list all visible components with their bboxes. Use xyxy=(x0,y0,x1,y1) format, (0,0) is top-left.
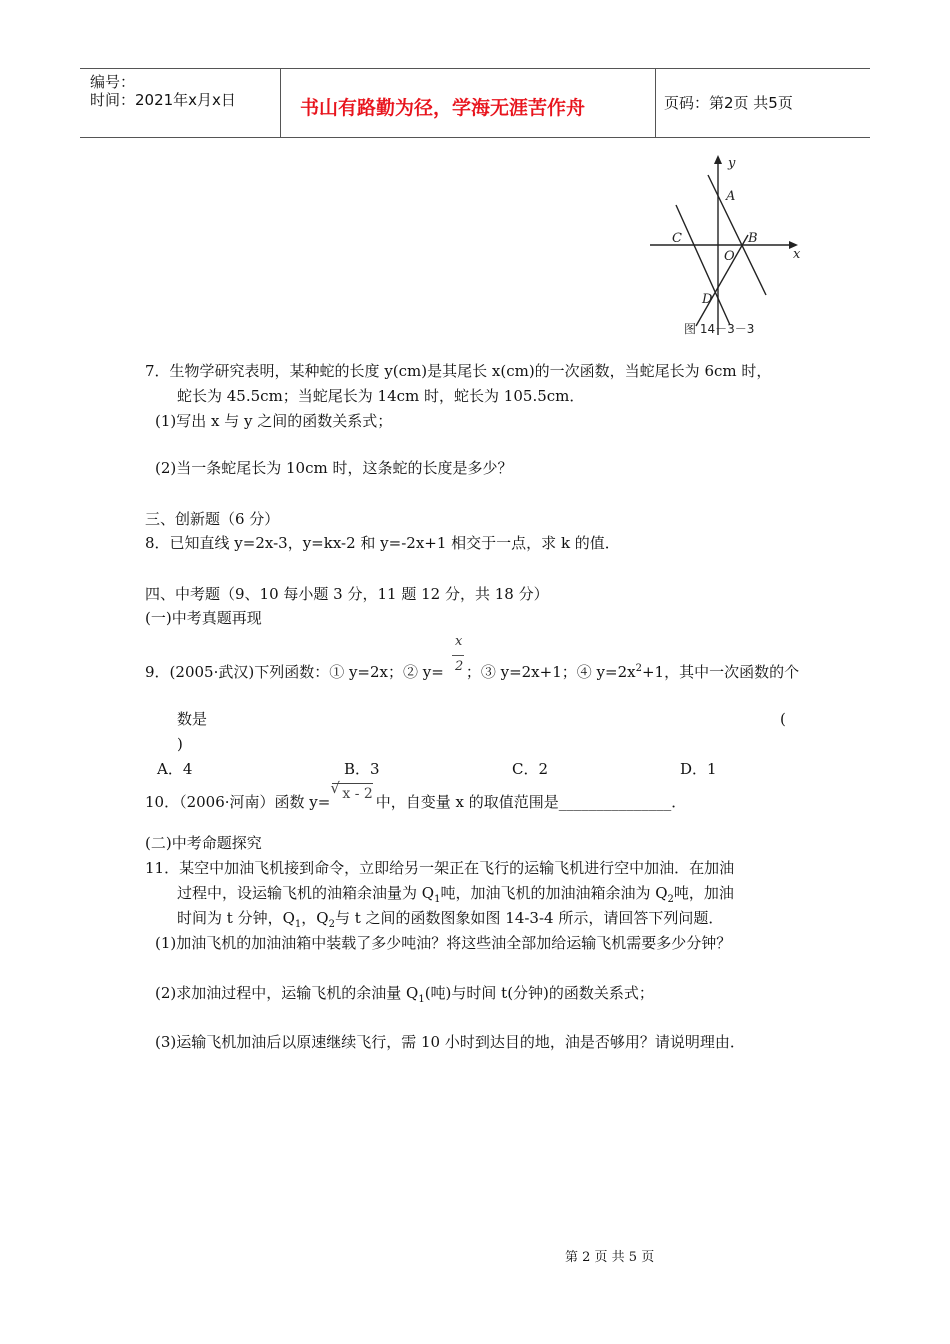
q11-line3-c: 与 t 之间的函数图象如图 14-3-4 所示，请回答下列问题． xyxy=(334,909,724,927)
label-O: O xyxy=(724,249,735,264)
q11-sub1: (1)加油飞机的加油油箱中装载了多少吨油？将这些油全部加给运输飞机需要多少分钟？ xyxy=(155,934,732,952)
subscript: 2 xyxy=(328,919,335,930)
q11-line2-c: 吨，加油 xyxy=(673,884,734,902)
label-x: x xyxy=(793,247,801,262)
q11-sub2-b: (吨)与时间 t(分钟)的函数关系式； xyxy=(424,984,654,1002)
q11-sub3: (3)运输飞机加油后以原速继续飞行，需 10 小时到达目的地，油是否够用？请说明理由． xyxy=(155,1033,745,1051)
subscript: 1 xyxy=(434,894,441,905)
label-C: C xyxy=(672,231,682,246)
coordinate-figure xyxy=(640,150,810,345)
q7-sub2: (2)当一条蛇尾长为 10cm 时，这条蛇的长度是多少？ xyxy=(155,459,513,477)
q9-part1: 9．(2005·武汉)下列函数：① y=2x；② y= xyxy=(145,663,444,681)
q9-line2: 数是 xyxy=(177,710,208,728)
label-A: A xyxy=(726,189,736,204)
section4-title: 四、中考题（9、10 每小题 3 分，11 题 12 分，共 18 分） xyxy=(145,585,549,603)
sqrt-icon: √ xyxy=(330,779,340,797)
label-D: D xyxy=(702,292,713,307)
page-footer: 第 2 页 共 5 页 xyxy=(565,1250,655,1265)
frac-bar xyxy=(452,655,464,656)
option-a: A．4 xyxy=(157,760,193,778)
option-d: D．1 xyxy=(680,760,717,778)
option-b: B．3 xyxy=(344,760,380,778)
q8-text: 8．已知直线 y=2x-3，y=kx-2 和 y=-2x+1 相交于一点，求 k 的值． xyxy=(145,534,620,552)
q11-line2-a: 过程中，设运输飞机的油箱余油量为 Q xyxy=(177,884,435,902)
q11-sub2 xyxy=(155,983,654,1003)
subscript: 2 xyxy=(667,894,674,905)
option-c: C．2 xyxy=(512,760,549,778)
q9-sup: 2 xyxy=(635,663,642,674)
q7-sub1: (1)写出 x 与 y 之间的函数关系式； xyxy=(155,412,393,430)
q9-paren-close: ) xyxy=(177,735,183,753)
header-divider xyxy=(655,69,656,137)
q7-line1: 7．生物学研究表明，某种蛇的长度 y(cm)是其尾长 x(cm)的一次函数，当蛇尾长为 6cm 时， xyxy=(145,362,772,380)
section4-sub-a: (一)中考真题再现 xyxy=(145,609,262,627)
header-divider xyxy=(280,69,281,137)
label-y: y xyxy=(728,156,736,171)
figure-caption: 图 14－3－3 xyxy=(684,322,755,336)
q9-line1 xyxy=(145,662,799,682)
q9-part2: ；③ y=2x+1；④ y=2x xyxy=(465,663,636,681)
q9-frac-den: 2 xyxy=(455,659,464,674)
q11-line2-b: 吨，加油飞机的加油油箱余油为 Q xyxy=(440,884,668,902)
q10-part2: 中，自变量 x 的取值范围是_______________． xyxy=(375,793,687,811)
q11-line3 xyxy=(177,908,723,928)
q9-paren-open: ( xyxy=(780,710,786,728)
header-motto: 书山有路勤为径，学海无涯苦作舟 xyxy=(300,97,586,119)
subscript: 1 xyxy=(294,919,302,930)
q11-line3-b: ，Q xyxy=(301,909,329,927)
label-B: B xyxy=(748,231,758,246)
q9-frac-num: x xyxy=(455,634,463,649)
date-label: 时间：2021年x月x日 xyxy=(90,91,236,109)
q9-part3: +1，其中一次函数的个 xyxy=(641,663,800,681)
q11-line3-a: 时间为 t 分钟，Q xyxy=(177,909,295,927)
sqrt-expression xyxy=(330,779,373,813)
q10-radicand: x - 2 xyxy=(332,783,372,804)
page-label: 页码：第2页 共5页 xyxy=(664,94,793,112)
code-label: 编号： xyxy=(90,73,136,91)
q10-part1: 10．（2006·河南）函数 y= xyxy=(145,793,331,811)
subscript: 1 xyxy=(418,994,425,1005)
q11-line2 xyxy=(177,883,734,903)
q11-line1: 11．某空中加油飞机接到命令，立即给另一架正在飞行的运输飞机进行空中加油．在加油 xyxy=(145,859,735,877)
q7-line2: 蛇长为 45.5cm；当蛇尾长为 14cm 时，蛇长为 105.5cm． xyxy=(177,387,585,405)
section4-sub-b: (二)中考命题探究 xyxy=(145,834,262,852)
section3-title: 三、创新题（6 分） xyxy=(145,510,280,528)
q10-line xyxy=(145,779,687,813)
q11-sub2-a: (2)求加油过程中，运输飞机的余油量 Q xyxy=(155,984,419,1002)
